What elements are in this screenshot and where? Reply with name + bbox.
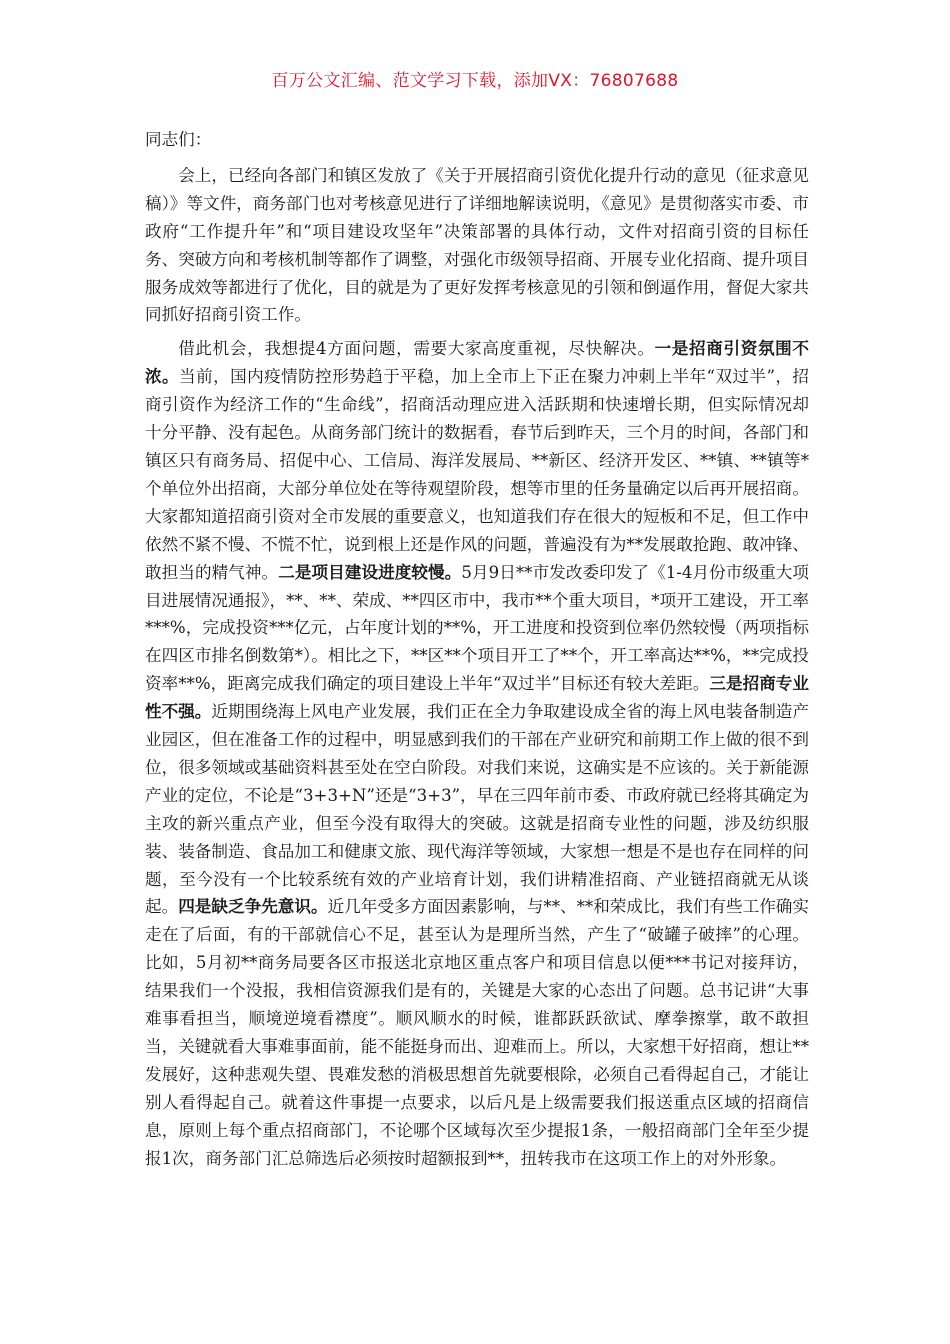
point4-title: 四是缺乏争先意识。 <box>178 896 328 917</box>
paragraph-problems <box>145 335 809 1172</box>
salutation: 同志们： <box>145 130 212 149</box>
point3-text: 近期围绕海上风电产业发展，我们正在全力争取建设成全省的海上风电装备制造产业园区，但在准备工作的过程中，明显感到我们的干部在产业研究和前期工作上做的很不到位，很多领域或基础资料甚至处在空白阶段。对我们来说，这确实是不应该的。关于新能源产业的定位，不论是“3+3+N”还是“3+3”，早在三四年前市委、市政府就已经将其确定为主攻的新兴重点产业，但至今没有取得大的突破。这就是招商专业性的问题，涉及纺织服装、装备制造、食品加工和健康文旅、现代海洋等领域，大家想一想是不是也存在同样的问题，至今没有一个比较系统有效的产业培育计划，我们讲精准招商、产业链招商就无从谈起。 <box>145 702 810 917</box>
point4-text: 近几年受多方面因素影响，与**、**和荣成比，我们有些工作确实走在了后面，有的干部就信心不足，甚至认为是理所当然，产生了“破罐子破摔”的心理。比如，5月初**商务局要各区市报送北京地区重点客户和项目信息以便***书记对接拜访，结果我们一个没报，我相信资源我们是有的，关键是大家的心态出了问题。总书记讲“大事难事看担当，顺境逆境看襟度”。顺风顺水的时候，谁都跃跃欲试、摩拳擦掌，敢不敢担当，关键就看大事难事面前，能不能挺身而出、迎难而上。所以，大家想干好招商，想让**发展好，这种悲观失望、畏难发愁的消极思想首先就要根除，必须自己看得起自己，才能让别人看得起自己。就着这件事提一点要求，以后凡是上级需要我们报送重点区域的招商信息，原则上每个重点招商部门，不论哪个区域每次至少提报1条，一般招商部门全年至少提报1次，商务部门汇总筛选后必须按时超额报到**，扭转我市在这项工作上的对外形象。 <box>145 897 810 1168</box>
point1-text: 当前，国内疫情防控形势趋于平稳，加上全市上下正在聚力冲刺上半年“双过半”，招商引资作为经济工作的“生命线”，招商活动理应进入活跃期和快速增长期，但实际情况却十分平静、没有起色。从商务部门统计的数据看，春节后到昨天，三个月的时间，各部门和镇区只有商务局、招促中心、工信局、海洋发展局、**新区、经济开发区、**镇、**镇等*个单位外出招商，大部分单位处在等待观望阶段，想等市里的任务量确定以后再开展招商。大家都知道招商引资对全市发展的重要意义，也知道我们存在很大的短板和不足，但工作中依然不紧不慢、不慌不忙，说到根上还是作风的问题，普遍没有为**发展敢抢跑、敢冲锋、敢担当的精气神。 <box>145 367 810 582</box>
point1-title: 一是招商引资氛围不浓。 <box>145 338 810 387</box>
header-banner: 百万公文汇编、范文学习下载，添加VX：76807688 <box>271 71 679 91</box>
problems-intro: 借此机会，我想提4方面问题，需要大家高度重视，尽快解决。 <box>178 339 655 359</box>
paragraph-opening: 会上，已经向各部门和镇区发放了《关于开展招商引资优化提升行动的意见（征求意见稿）》等文件，商务部门也对考核意见进行了详细地解读说明，《意见》是贯彻落实市委、市政府“工作提升年”和“项目建设攻坚年”决策部署的具体行动，文件对招商引资的目标任务、突破方向和考核机制等都作了调整，对强化市级领导招商、开展专业化招商、提升项目服务成效等都进行了优化，目的就是为了更好发挥考核意见的引领和倒逼作用，督促大家共同抓好招商引资工作。 <box>145 165 809 325</box>
point2-text: 5月9日**市发改委印发了《1-4月份市级重大项目进展情况通报》，**、**、荣成、**四区市中，我市**个重大项目，*项开工建设，开工率***%，完成投资***亿元，占年度计划的**%，开工进度和投资到位率仍然较慢（两项指标在四区市排名倒数第*）。相比之下，**区**个项目开工了**个，开工率高达**%，**完成投资率**%，距离完成我们确定的项目建设上半年“双过半”目标还有较大差距。 <box>145 562 810 694</box>
point2-title: 二是项目建设进度较慢。 <box>278 561 462 582</box>
point3-title: 三是招商专业性不强。 <box>145 673 810 722</box>
document-body <box>145 126 809 1179</box>
